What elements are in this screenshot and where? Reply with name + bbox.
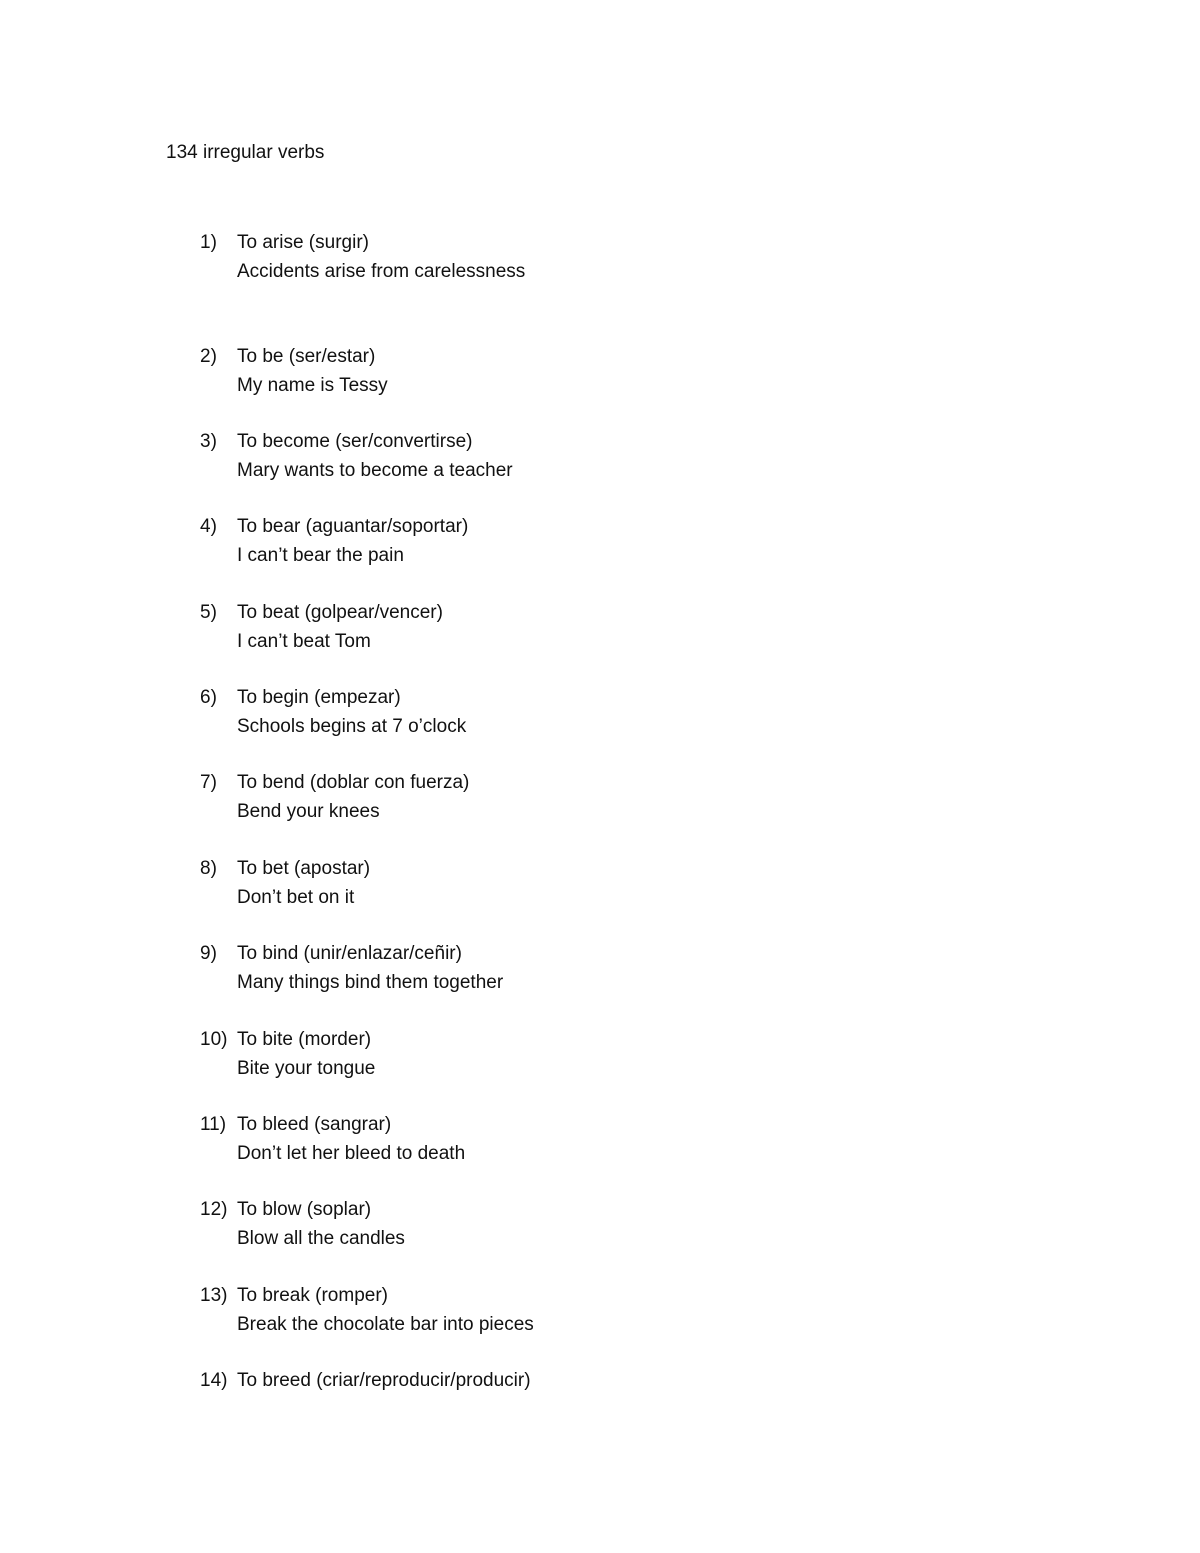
verb-text: To blow (soplar) <box>237 1199 372 1220</box>
verb-text: To begin (empezar) <box>237 687 401 708</box>
verb-entry-5 <box>200 598 900 656</box>
item-number: 5) <box>200 602 217 623</box>
item-number: 6) <box>200 687 217 708</box>
example-sentence: My name is Tessy <box>237 375 388 396</box>
verb-entry-12 <box>200 1195 900 1253</box>
example-sentence: Break the chocolate bar into pieces <box>237 1314 534 1335</box>
item-number: 7) <box>200 772 217 793</box>
verb-text: To beat (golpear/vencer) <box>237 602 443 623</box>
verb-entry-11 <box>200 1110 900 1168</box>
item-number: 4) <box>200 516 217 537</box>
verb-entry-8 <box>200 854 900 912</box>
verb-entry-9 <box>200 939 900 997</box>
verb-entry-14 <box>200 1366 900 1395</box>
verb-text: To breed (criar/reproducir/producir) <box>237 1370 531 1391</box>
verb-text: To bind (unir/enlazar/ceñir) <box>237 943 462 964</box>
verb-entry-6 <box>200 683 900 741</box>
verb-entry-4 <box>200 512 900 570</box>
verb-entry-1 <box>200 228 900 286</box>
verb-text: To bear (aguantar/soportar) <box>237 516 469 537</box>
verb-text: To become (ser/convertirse) <box>237 431 473 452</box>
example-sentence: Don’t bet on it <box>237 887 355 908</box>
example-sentence: Schools begins at 7 o’clock <box>237 716 467 737</box>
example-sentence: Don’t let her bleed to death <box>237 1143 466 1164</box>
verb-text: To bend (doblar con fuerza) <box>237 772 470 793</box>
document-title: 134 irregular verbs <box>166 142 325 163</box>
verb-entry-3 <box>200 427 900 485</box>
verb-text: To break (romper) <box>237 1285 388 1306</box>
verb-text: To bite (morder) <box>237 1029 372 1050</box>
item-number: 14) <box>200 1370 228 1391</box>
item-number: 13) <box>200 1285 228 1306</box>
verb-entry-13 <box>200 1281 900 1339</box>
item-number: 11) <box>200 1114 227 1135</box>
item-number: 3) <box>200 431 217 452</box>
verb-text: To bet (apostar) <box>237 858 371 879</box>
example-sentence: Bite your tongue <box>237 1058 376 1079</box>
example-sentence: Bend your knees <box>237 801 380 822</box>
item-number: 8) <box>200 858 217 879</box>
verb-text: To arise (surgir) <box>237 232 369 253</box>
verb-entry-2 <box>200 342 900 400</box>
item-number: 10) <box>200 1029 228 1050</box>
example-sentence: Blow all the candles <box>237 1228 405 1249</box>
example-sentence: I can’t beat Tom <box>237 631 371 652</box>
example-sentence: Many things bind them together <box>237 972 504 993</box>
verb-text: To bleed (sangrar) <box>237 1114 392 1135</box>
item-number: 1) <box>200 232 217 253</box>
item-number: 12) <box>200 1199 228 1220</box>
example-sentence: I can’t bear the pain <box>237 545 404 566</box>
verb-entry-10 <box>200 1025 900 1083</box>
item-number: 9) <box>200 943 217 964</box>
verb-entry-7 <box>200 768 900 826</box>
example-sentence: Mary wants to become a teacher <box>237 460 513 481</box>
example-sentence: Accidents arise from carelessness <box>237 261 526 282</box>
verb-text: To be (ser/estar) <box>237 346 376 367</box>
item-number: 2) <box>200 346 217 367</box>
